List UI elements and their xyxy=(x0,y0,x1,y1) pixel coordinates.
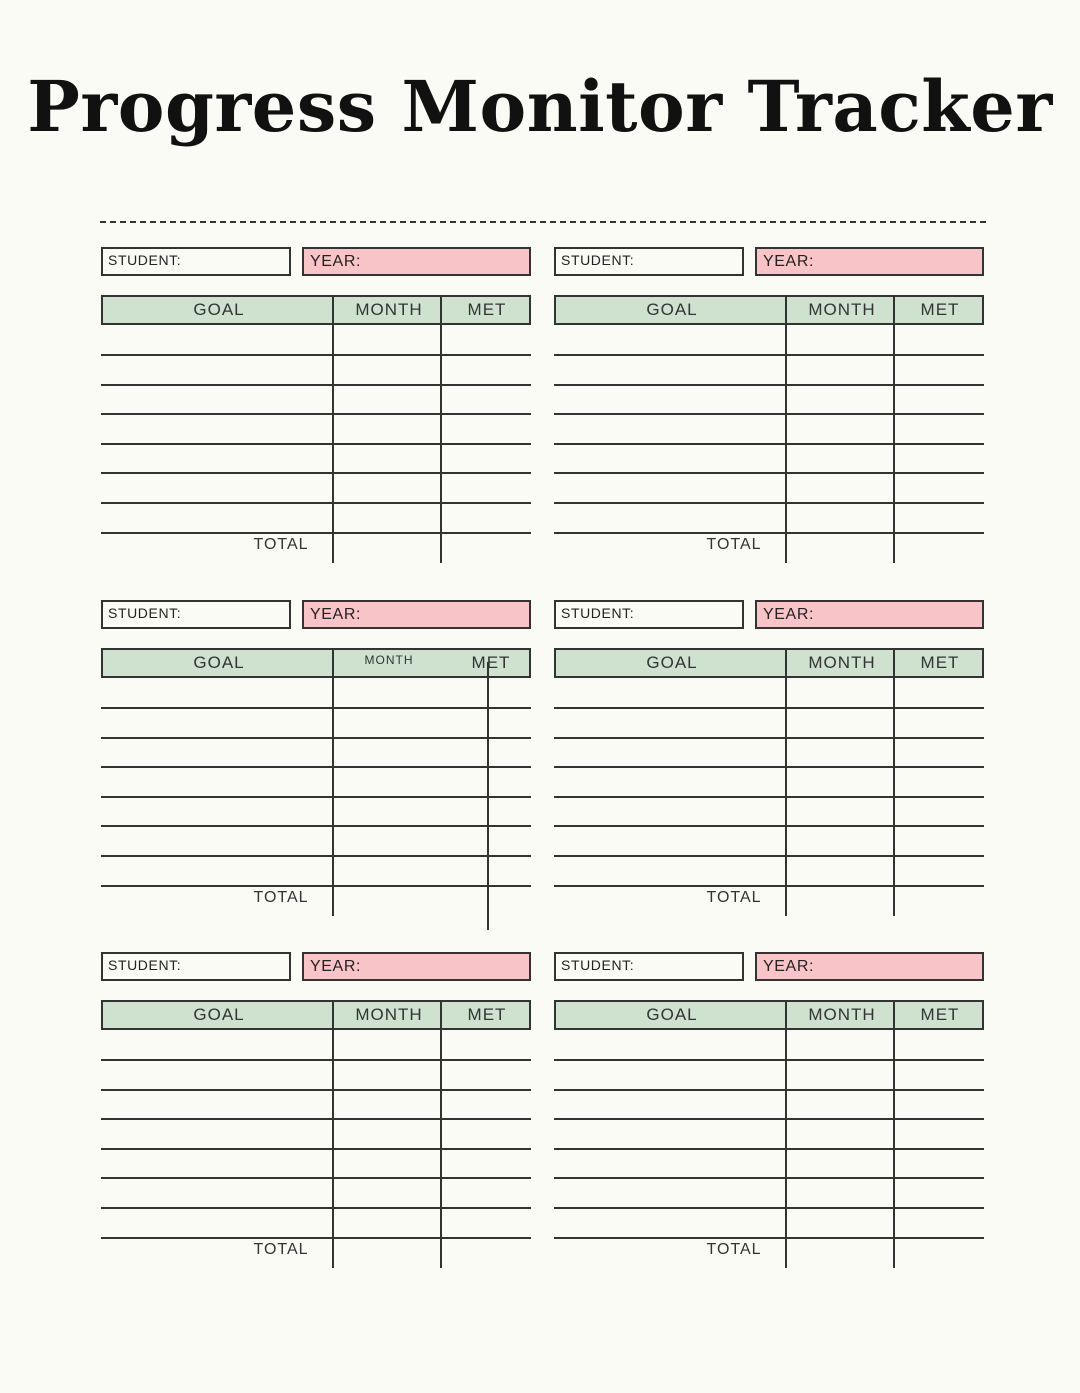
tracker-block-middle-right xyxy=(554,600,984,930)
total-label: TOTAL xyxy=(253,536,309,553)
goal-header: GOAL xyxy=(646,1005,698,1024)
year-field[interactable] xyxy=(302,952,531,981)
table-row[interactable] xyxy=(554,1207,984,1209)
table-row[interactable] xyxy=(554,443,984,445)
met-header: MET xyxy=(920,1005,960,1024)
year-label: YEAR: xyxy=(310,958,362,975)
column-divider xyxy=(785,1000,787,1268)
column-divider xyxy=(893,295,895,563)
table-row[interactable] xyxy=(101,1118,531,1120)
year-label: YEAR: xyxy=(763,253,815,270)
table-row[interactable] xyxy=(554,796,984,798)
year-label: YEAR: xyxy=(763,958,815,975)
table-row[interactable] xyxy=(101,502,531,504)
table-row[interactable] xyxy=(554,354,984,356)
month-header: MONTH xyxy=(808,653,876,672)
total-label: TOTAL xyxy=(706,1241,762,1258)
table-row[interactable] xyxy=(101,1148,531,1150)
student-label: STUDENT: xyxy=(561,957,635,973)
year-field[interactable] xyxy=(302,600,531,629)
table-row[interactable] xyxy=(101,443,531,445)
student-field[interactable] xyxy=(101,600,291,629)
table-row[interactable] xyxy=(554,384,984,386)
student-label: STUDENT: xyxy=(108,605,182,621)
table-row[interactable] xyxy=(554,737,984,739)
goal-header: GOAL xyxy=(646,300,698,319)
column-divider xyxy=(332,648,334,916)
table-row[interactable] xyxy=(554,472,984,474)
tracker-block-top-right xyxy=(554,247,984,577)
table-row[interactable] xyxy=(101,855,531,857)
total-label: TOTAL xyxy=(253,1241,309,1258)
met-header: MET xyxy=(471,653,511,672)
table-row[interactable] xyxy=(554,502,984,504)
table-row[interactable] xyxy=(101,1089,531,1091)
month-header: MONTH xyxy=(808,1005,876,1024)
dashed-divider xyxy=(100,221,986,223)
table-row[interactable] xyxy=(101,354,531,356)
tracker-block-bottom-left xyxy=(101,952,531,1282)
table-row[interactable] xyxy=(554,413,984,415)
table-row[interactable] xyxy=(101,885,531,887)
year-field[interactable] xyxy=(755,952,984,981)
table-row[interactable] xyxy=(554,825,984,827)
student-field[interactable] xyxy=(554,952,744,981)
table-header xyxy=(554,295,984,325)
tracker-block-middle-left xyxy=(101,600,531,930)
column-divider xyxy=(893,648,895,916)
goal-header: GOAL xyxy=(646,653,698,672)
goal-header: GOAL xyxy=(193,300,245,319)
student-label: STUDENT: xyxy=(561,252,635,268)
table-row[interactable] xyxy=(554,1089,984,1091)
table-header xyxy=(101,1000,531,1030)
total-label: TOTAL xyxy=(253,889,309,906)
student-field[interactable] xyxy=(554,247,744,276)
year-label: YEAR: xyxy=(310,606,362,623)
column-divider xyxy=(440,1000,442,1268)
goal-header: GOAL xyxy=(193,653,245,672)
table-row[interactable] xyxy=(554,766,984,768)
met-header: MET xyxy=(920,300,960,319)
column-divider xyxy=(440,295,442,563)
table-row[interactable] xyxy=(554,1177,984,1179)
year-field[interactable] xyxy=(755,600,984,629)
table-row[interactable] xyxy=(101,472,531,474)
student-field[interactable] xyxy=(101,952,291,981)
table-row[interactable] xyxy=(101,1237,531,1239)
year-field[interactable] xyxy=(755,247,984,276)
column-divider xyxy=(332,295,334,563)
month-header: MONTH xyxy=(355,1005,423,1024)
table-row[interactable] xyxy=(101,1177,531,1179)
total-label: TOTAL xyxy=(706,889,762,906)
column-divider xyxy=(785,648,787,916)
student-field[interactable] xyxy=(101,247,291,276)
table-row[interactable] xyxy=(554,1148,984,1150)
table-header xyxy=(101,648,531,678)
table-row[interactable] xyxy=(101,413,531,415)
table-row[interactable] xyxy=(101,1207,531,1209)
column-divider xyxy=(785,295,787,563)
table-row[interactable] xyxy=(554,885,984,887)
met-header: MET xyxy=(467,1005,507,1024)
table-row[interactable] xyxy=(554,1237,984,1239)
student-label: STUDENT: xyxy=(108,957,182,973)
total-label: TOTAL xyxy=(706,536,762,553)
table-row[interactable] xyxy=(101,825,531,827)
column-divider xyxy=(332,1000,334,1268)
table-row[interactable] xyxy=(101,766,531,768)
table-row[interactable] xyxy=(101,707,531,709)
table-row[interactable] xyxy=(101,796,531,798)
tracker-block-top-left xyxy=(101,247,531,577)
goal-header: GOAL xyxy=(193,1005,245,1024)
month-header: MONTH xyxy=(364,653,414,667)
student-label: STUDENT: xyxy=(561,605,635,621)
tracker-block-bottom-right xyxy=(554,952,984,1282)
page-title: Progress Monitor Tracker xyxy=(27,65,1053,148)
met-header: MET xyxy=(467,300,507,319)
table-row[interactable] xyxy=(101,737,531,739)
table-header xyxy=(554,648,984,678)
table-header xyxy=(554,1000,984,1030)
month-header: MONTH xyxy=(355,300,423,319)
student-label: STUDENT: xyxy=(108,252,182,268)
table-row[interactable] xyxy=(554,532,984,534)
table-row[interactable] xyxy=(101,532,531,534)
table-row[interactable] xyxy=(101,384,531,386)
met-header: MET xyxy=(920,653,960,672)
year-label: YEAR: xyxy=(310,253,362,270)
year-field[interactable] xyxy=(302,247,531,276)
student-field[interactable] xyxy=(554,600,744,629)
table-row[interactable] xyxy=(554,707,984,709)
year-label: YEAR: xyxy=(763,606,815,623)
table-header xyxy=(101,295,531,325)
table-row[interactable] xyxy=(554,1118,984,1120)
table-row[interactable] xyxy=(554,855,984,857)
table-row[interactable] xyxy=(101,1059,531,1061)
month-header: MONTH xyxy=(808,300,876,319)
table-row[interactable] xyxy=(554,1059,984,1061)
column-divider xyxy=(893,1000,895,1268)
